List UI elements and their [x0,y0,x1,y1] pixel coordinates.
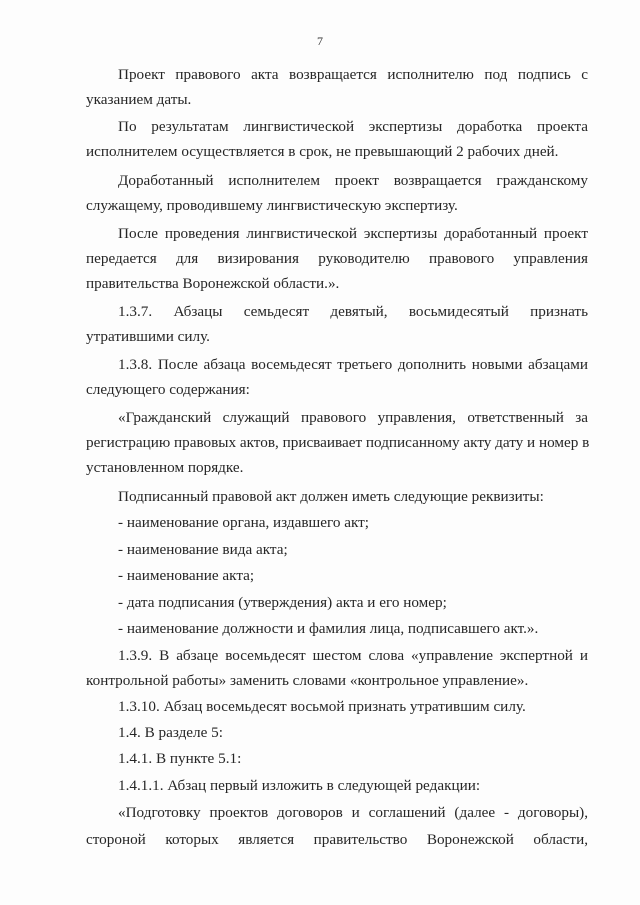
paragraph-line: указанием даты. [86,91,192,108]
paragraph-line: утратившими силу. [86,328,210,345]
paragraph-line: 1.3.9. В абзаце восемьдесят шестом слова «управление экспертной и [118,647,588,664]
paragraph-line: служащему, проводившему лингвистическую экспертизу. [86,197,458,214]
list-item: - наименование акта; [118,567,255,584]
paragraph-line: 1.3.10. Абзац восемьдесят восьмой признать утратившим силу. [118,698,526,715]
paragraph-line: 1.3.8. После абзаца восемьдесят третьего дополнить новыми абзацами [118,356,588,373]
paragraph-line: контрольной работы» заменить словами «контрольное управление». [86,672,529,689]
paragraph-line: установленном порядке. [86,459,244,476]
section-heading: 1.4. В разделе 5: [118,724,223,741]
list-item: - наименование органа, издавшего акт; [118,514,369,531]
list-item: - наименование вида акта; [118,541,288,558]
paragraph-line: исполнителем осуществляется в срок, не превышающий 2 рабочих дней. [86,143,559,160]
paragraph-line: «Подготовку проектов договоров и соглашений (далее - договоры), [118,804,588,821]
paragraph-line: Проект правового акта возвращается исполнителю под подпись с [118,66,588,83]
paragraph-line: 1.3.7. Абзацы семьдесят девятый, восьмидесятый признать [118,303,588,320]
list-item: - дата подписания (утверждения) акта и его номер; [118,594,447,611]
paragraph-line: «Гражданский служащий правового управления, ответственный за [118,409,588,426]
paragraph-line: правительства Воронежской области.». [86,275,340,292]
paragraph-line: По результатам лингвистической экспертизы доработка проекта [118,118,588,135]
section-heading: 1.4.1. В пункте 5.1: [118,750,242,767]
page-number: 7 [317,34,323,48]
paragraph-line: регистрацию правовых актов, присваивает подписанному акту дату и номер в [86,434,590,451]
paragraph-line: Подписанный правовой акт должен иметь следующие реквизиты: [118,488,544,505]
list-item: - наименование должности и фамилия лица, подписавшего акт.». [118,620,539,637]
paragraph-line: После проведения лингвистической экспертизы доработанный проект [118,225,588,242]
paragraph-line: стороной которых является правительство Воронежской области, [86,831,588,848]
paragraph-line: следующего содержания: [86,381,250,398]
paragraph-line: 1.4.1.1. Абзац первый изложить в следующей редакции: [118,777,481,794]
paragraph-line: передается для визирования руководителю правового управления [86,250,588,267]
paragraph-line: Доработанный исполнителем проект возвращается гражданскому [118,172,588,189]
